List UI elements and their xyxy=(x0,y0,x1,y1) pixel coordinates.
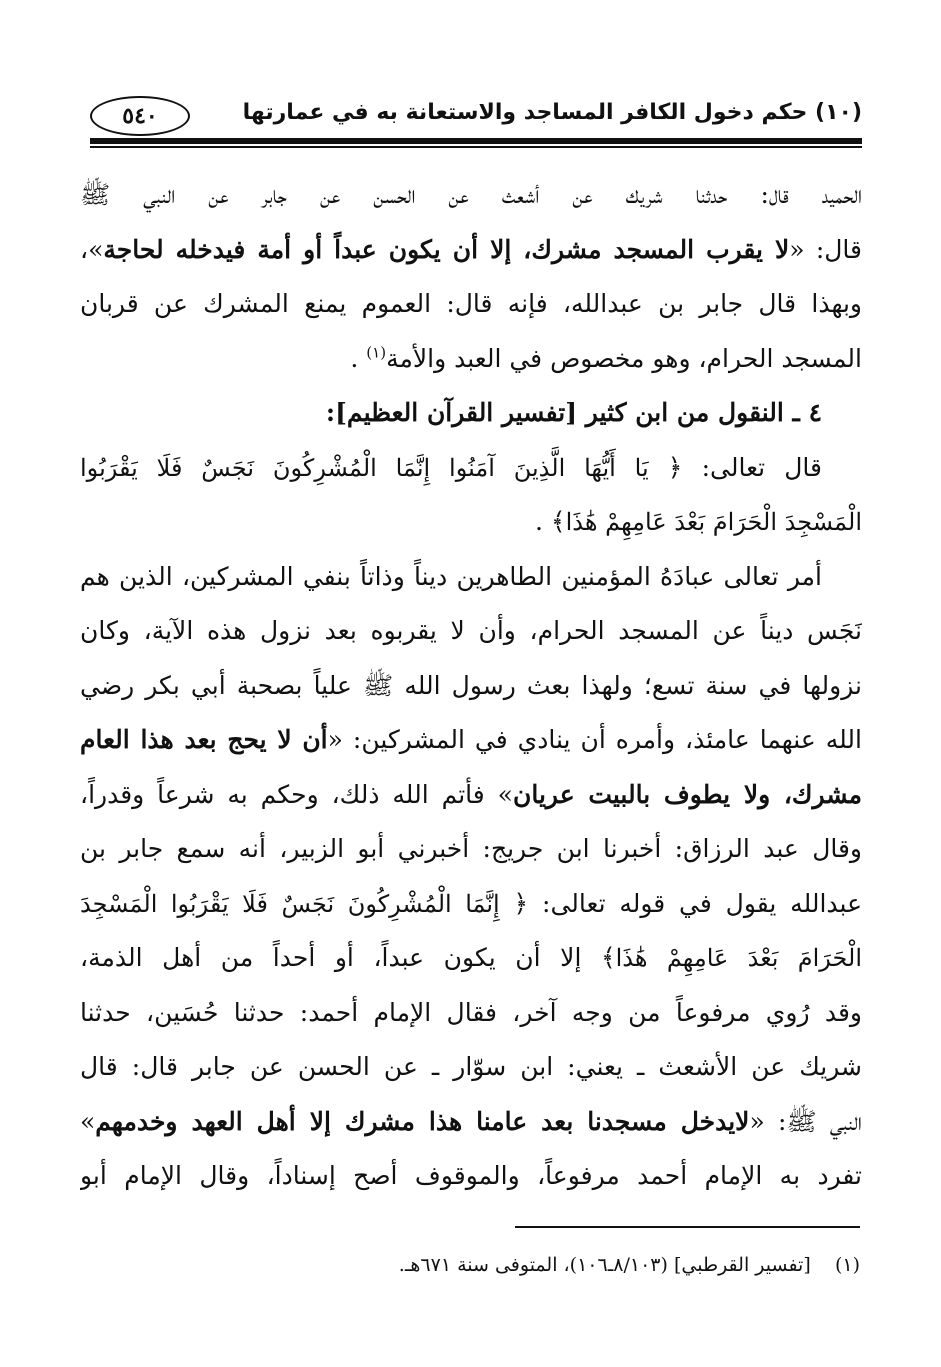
page-number: ٥٤٠ xyxy=(90,96,190,136)
text-span: أمر تعالى عبادَهُ المؤمنين الطاهرين ديناً وذاتاً بنفي المشركين، الذين هم xyxy=(80,561,822,591)
text-line xyxy=(80,877,862,932)
page-header xyxy=(90,88,862,138)
text-line xyxy=(80,713,862,768)
text-span: »، xyxy=(80,234,104,264)
text-span: الله عنهما عامئذ، وأمره أن ينادي في المشركين: « xyxy=(327,725,862,754)
quran-verse: الْحَرَامَ بَعْدَ عَامِهِمْ هَٰذَا xyxy=(615,944,862,972)
text-span: الحميد قال: حدثنا شريك عن أشعث عن الحسن عن جابر عن النبي ﷺ xyxy=(80,180,862,209)
hadith-quote: أن لا يحج بعد هذا العام xyxy=(80,725,328,754)
footnote xyxy=(330,1254,860,1276)
text-span: » xyxy=(80,1106,96,1136)
text-span: عبدالله يقول في قوله تعالى: ﴿ xyxy=(499,888,862,918)
text-line xyxy=(80,986,862,1041)
text-span: تفرد به الإمام أحمد مرفوعاً، والموقوف أصح إسناداً، وقال الإمام أبو xyxy=(80,1161,862,1190)
header-rule-thin xyxy=(90,146,862,148)
text-line xyxy=(80,659,862,714)
text-line xyxy=(80,550,862,605)
text-span: نزولها في سنة تسع؛ ولهذا بعث رسول الله ﷺ علياً بصحبة أبي بكر رضي xyxy=(80,670,862,700)
text-span: ﴾ إلا أن يكون عبداً، أو أحداً من أهل الذمة، xyxy=(80,943,616,972)
text-line xyxy=(80,223,862,278)
text-span: المسجد الحرام، وهو مخصوص في العبد والأمة xyxy=(386,343,862,373)
text-line xyxy=(80,495,862,550)
text-span: قال تعالى: ﴿ xyxy=(648,452,823,482)
text-span: » فأتم الله ذلك، وحكم به شرعاً وقدراً، xyxy=(80,779,513,809)
text-span: وقال عبد الرزاق: أخبرنا ابن جريج: أخبرني أبو الزبير، أنه سمع جابر بن xyxy=(80,834,862,863)
footnote-ref[interactable]: (١) xyxy=(366,343,387,362)
text-line xyxy=(80,604,862,659)
quran-verse: إِنَّمَا الْمُشْرِكُونَ نَجَسٌ فَلَا يَقْرَبُوا الْمَسْجِدَ xyxy=(80,889,500,918)
quran-verse: يَا أَيُّهَا الَّذِينَ آمَنُوا إِنَّمَا الْمُشْرِكُونَ نَجَسٌ فَلَا يَقْرَبُوا xyxy=(80,453,649,482)
chapter-title: (١٠) حكم دخول الكافر المساجد والاستعانة به في عمارتها xyxy=(242,100,862,125)
text-line xyxy=(80,168,862,223)
text-span: قال: « xyxy=(789,234,862,264)
text-line xyxy=(80,1095,862,1150)
footnote-text: [تفسير القرطبي] (٨/١٠٣ـ١٠٦)، المتوفى سنة ٦٧١هـ. xyxy=(398,1254,811,1276)
hadith-quote: لا يقرب المسجد مشرك، إلا أن يكون عبداً أو أمة فيدخله لحاجة xyxy=(103,234,790,264)
text-line xyxy=(80,332,862,387)
text-line xyxy=(80,277,862,332)
text-span: شريك عن الأشعث ـ يعني: ابن سوّار ـ عن الحسن عن جابر قال: قال xyxy=(80,1052,862,1081)
text-span: . xyxy=(350,343,367,373)
hadith-quote: لايدخل مسجدنا بعد عامنا هذا مشرك إلا أهل العهد وخدمهم xyxy=(95,1106,750,1136)
footnote-marker: (١) xyxy=(834,1254,860,1276)
hadith-quote: مشرك، ولا يطوف بالبيت عريان xyxy=(512,779,862,809)
text-span: وبهذا قال جابر بن عبدالله، فإنه قال: العموم يمنع المشرك عن قربان xyxy=(80,289,862,318)
text-span: نَجَس ديناً عن المسجد الحرام، وأن لا يقربوه بعد نزول هذه الآية، وكان xyxy=(80,616,862,645)
text-line xyxy=(80,441,862,496)
text-span: ﴾ . xyxy=(535,507,566,536)
section-heading: ٤ ـ النقول من ابن كثير [تفسير القرآن العظيم]: xyxy=(325,398,822,427)
text-span: النبي ﷺ: « xyxy=(749,1106,862,1136)
footnote-rule xyxy=(515,1226,860,1228)
text-line xyxy=(80,1040,862,1095)
text-line xyxy=(80,822,862,877)
header-rule-thick xyxy=(90,138,862,144)
quran-verse: الْمَسْجِدَ الْحَرَامَ بَعْدَ عَامِهِمْ هَٰذَا xyxy=(565,508,862,536)
text-line xyxy=(80,768,862,823)
text-line xyxy=(80,931,862,986)
text-span: وقد رُوي مرفوعاً من وجه آخر، فقال الإمام أحمد: حدثنا حُسَين، حدثنا xyxy=(80,997,862,1027)
text-line xyxy=(80,1149,862,1204)
body-text xyxy=(80,168,862,1204)
